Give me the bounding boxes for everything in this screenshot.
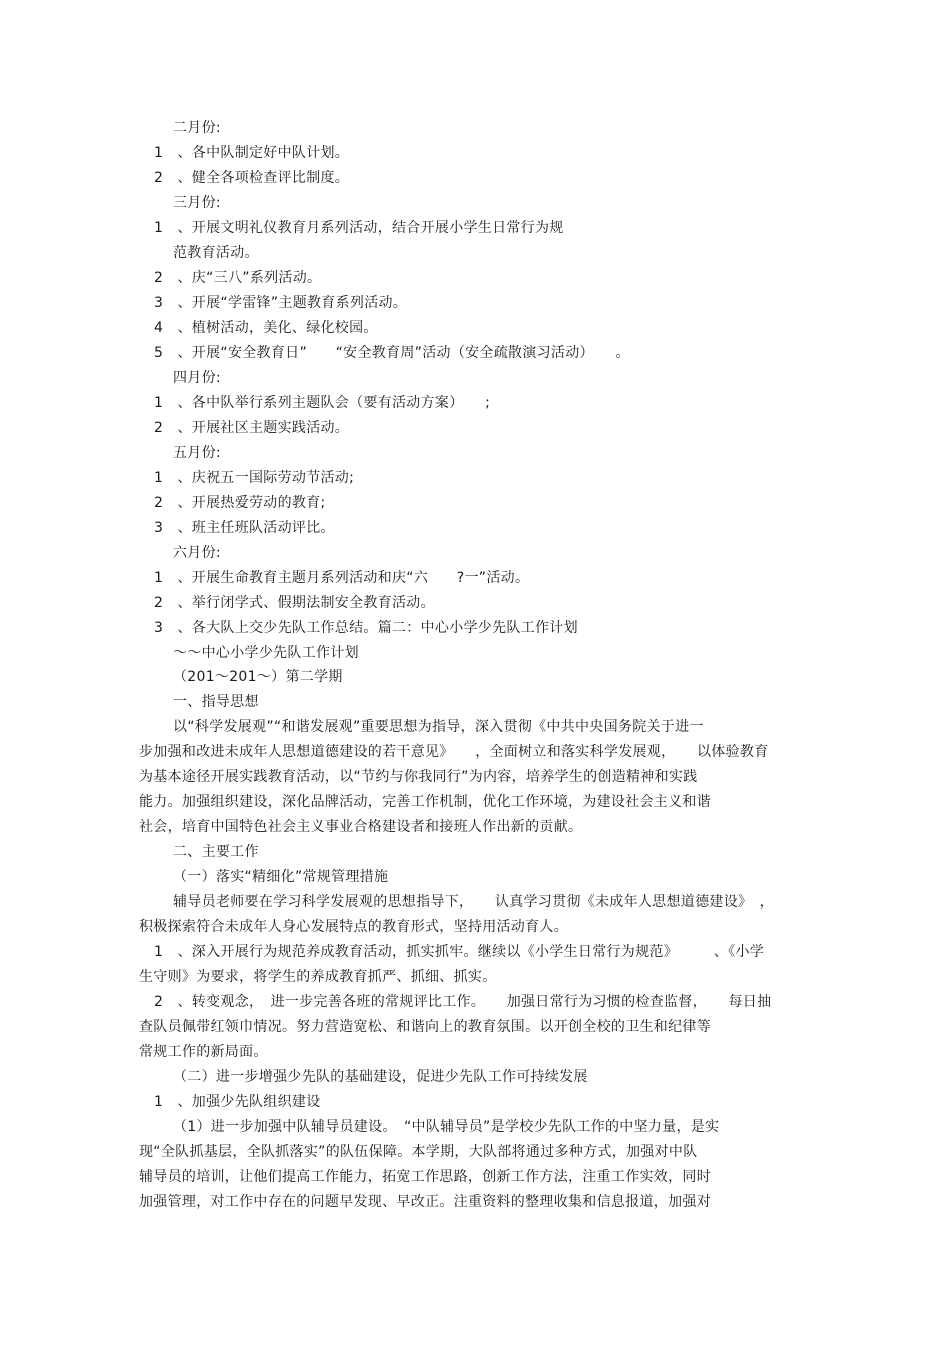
heading-may: 五月份: — [173, 445, 221, 461]
list-item: 4 、植树活动，美化、绿化校园。 — [154, 320, 378, 336]
list-item: 2 、举行闭学式、假期法制安全教育活动。 — [154, 595, 435, 611]
paragraph-line: （1）进一步加强中队辅导员建设。 “中队辅导员”是学校少先队工作的中坚力量，是实 — [173, 1119, 720, 1135]
list-item: 1 、各中队制定好中队计划。 — [154, 145, 350, 161]
paragraph-line: 查队员佩带红领巾情况。努力营造宽松、和谐向上的教育氛围。以开创全校的卫生和纪律等 — [139, 1019, 711, 1035]
paragraph-line: 加强管理，对工作中存在的问题早发现、早改正。注重资料的整理收集和信息报道，加强对 — [139, 1194, 711, 1210]
paragraph-line: 为基本途径开展实践教育活动，以“节约与你我同行”为内容，培养学生的创造精神和实践 — [139, 769, 698, 785]
list-item: 5 、开展“安全教育日” “安全教育周”活动（安全疏散演习活动） 。 — [154, 345, 630, 361]
list-item: 2 、开展社区主题实践活动。 — [154, 420, 350, 436]
section-heading: 二、主要工作 — [173, 844, 259, 860]
paragraph-line: 现“全队抓基层，全队抓落实”的队伍保障。本学期，大队部将通过多种方式，加强对中队 — [139, 1144, 698, 1160]
subsection-heading: （二）进一步增强少先队的基础建设，促进少先队工作可持续发展 — [173, 1069, 588, 1085]
paragraph-line: 辅导员的培训，让他们提高工作能力，拓宽工作思路，创新工作方法，注重工作实效，同时 — [139, 1169, 711, 1185]
section-heading: 一、指导思想 — [173, 694, 259, 710]
paragraph-line: 常规工作的新局面。 — [139, 1044, 268, 1060]
list-item: 1 、开展生命教育主题月系列活动和庆“六 ?一”活动。 — [154, 570, 530, 586]
list-item: 2 、健全各项检查评比制度。 — [154, 170, 350, 186]
list-item: 1 、开展文明礼仪教育月系列活动，结合开展小学生日常行为规 — [154, 220, 564, 236]
paragraph-line: 积极探索符合未成年人身心发展特点的教育形式，坚持用活动育人。 — [139, 919, 568, 935]
paragraph-line: 生守则》为要求，将学生的养成教育抓严、抓细、抓实。 — [139, 969, 497, 985]
paragraph-line: 社会，培育中国特色社会主义事业合格建设者和接班人作出新的贡献。 — [139, 819, 583, 835]
list-item: 1 、加强少先队组织建设 — [154, 1094, 321, 1110]
heading-february: 二月份: — [173, 120, 221, 136]
list-item: 2 、开展热爱劳动的教育; — [154, 495, 326, 511]
list-item: 3 、开展“学雷锋”主题教育系列活动。 — [154, 295, 408, 311]
heading-march: 三月份: — [173, 195, 221, 211]
list-item: 3 、各大队上交少先队工作总结。篇二：中心小学少先队工作计划 — [154, 620, 578, 636]
paragraph-line: 能力。加强组织建设，深化品牌活动，完善工作机制，优化工作环境，为建设社会主义和谐 — [139, 794, 711, 810]
list-item: 3 、班主任班队活动评比。 — [154, 520, 335, 536]
plan-title: ～～中心小学少先队工作计划 — [173, 645, 359, 661]
list-item: 2 、转变观念， 进一步完善各班的常规评比工作。 加强日常行为习惯的检查监督， 每日抽 — [154, 994, 772, 1010]
list-item: 1 、各中队举行系列主题队会（要有活动方案） ; — [154, 395, 491, 411]
list-item-continuation: 范教育活动。 — [173, 245, 259, 261]
list-item: 2 、庆“三八”系列活动。 — [154, 270, 322, 286]
paragraph-line: 步加强和改进未成年人思想道德建设的若干意见》 ，全面树立和落实科学发展观， 以体验教育 — [139, 744, 769, 760]
paragraph-line: 以“科学发展观”“和谐发展观”重要思想为指导，深入贯彻《中共中央国务院关于进一 — [173, 719, 704, 735]
heading-april: 四月份: — [173, 370, 221, 386]
heading-june: 六月份: — [173, 545, 221, 561]
plan-semester: （201～201～）第二学期 — [173, 669, 343, 685]
subsection-heading: （一）落实“精细化”常规管理措施 — [173, 869, 389, 885]
paragraph-line: 辅导员老师要在学习科学发展观的思想指导下， 认真学习贯彻《未成年人思想道德建设》 ， — [173, 894, 774, 910]
list-item: 1 、庆祝五一国际劳动节活动; — [154, 470, 355, 486]
list-item: 1 、深入开展行为规范养成教育活动，抓实抓牢。继续以《小学生日常行为规范》 、《小学 — [154, 944, 765, 960]
